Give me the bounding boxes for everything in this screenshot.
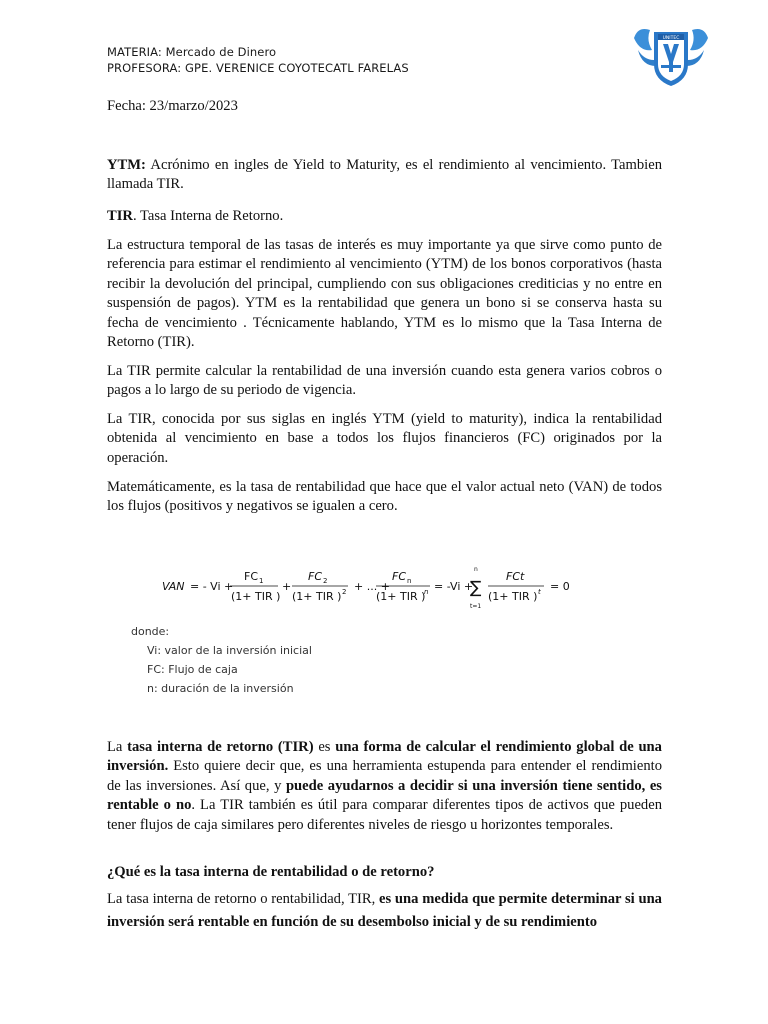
formula-eq1: = - Vi + <box>190 580 234 593</box>
formula-expn: n <box>424 588 429 596</box>
formula-fc1: FC <box>244 570 259 583</box>
formula-subn: n <box>407 577 412 585</box>
text-run: Esto quiere decir que, es una herramienta estupenda para entender el rendimiento de las inversiones. Así que, y <box>107 758 662 794</box>
text-run: . La TIR también es útil para comparar diferentes tipos de activos que pueden tener flujos de caja similares pero diferentes niveles de riesgo u horizontes temporales. <box>107 797 663 833</box>
tir-definition <box>107 207 662 226</box>
section-question <box>107 863 662 882</box>
legend-item: n: duración de la inversión <box>147 682 294 695</box>
subject-line: MATERIA: Mercado de Dinero <box>107 45 277 59</box>
document-date: Fecha: 23/marzo/2023 <box>107 98 238 114</box>
paragraph-2: La TIR permite calcular la rentabilidad de una inversión cuando esta genera varios cobros o pagos a lo largo de su periodo de vigencia. <box>107 363 662 399</box>
legend-title: donde: <box>131 625 170 638</box>
legend-item: Vi: valor de la inversión inicial <box>147 644 312 657</box>
formula-eq2: = -Vi + <box>434 580 474 593</box>
question-heading: ¿Qué es la tasa interna de rentabilidad o de retorno? <box>107 864 435 880</box>
logo-text: UNITEC <box>662 36 680 41</box>
tir-text: . Tasa Interna de Retorno. <box>132 208 284 224</box>
formula-dent: (1+ TIR ) <box>488 590 538 603</box>
paragraph-math <box>107 478 662 517</box>
formula-den1: (1+ TIR ) <box>231 590 281 603</box>
formula-expt: t <box>538 588 541 596</box>
formula-den2: (1+ TIR ) <box>292 590 342 603</box>
document-header <box>107 44 409 76</box>
paragraph-tir-ytm <box>107 410 662 468</box>
paragraph-structure <box>107 236 662 352</box>
formula-fct: FCt <box>506 570 525 583</box>
ytm-term: YTM: <box>107 157 146 173</box>
ytm-text: Acrónimo en ingles de Yield to Maturity, es el rendimiento al vencimiento. Tambien llamada TIR. <box>107 157 662 193</box>
formula-exp2: 2 <box>342 588 347 596</box>
bold-run: puede ayudarnos a decidir si una inversión tiene sentido, es rentable o no <box>107 777 662 814</box>
paragraph-tir-measure <box>107 888 662 934</box>
formula-denn: (1+ TIR ) <box>376 590 426 603</box>
formula-sub1: 1 <box>259 577 264 585</box>
formula-plus: + <box>282 580 292 593</box>
legend-item: FC: Flujo de caja <box>147 663 238 676</box>
formula-van: VAN <box>162 580 185 593</box>
text-run: La tasa interna de retorno o rentabilidad, TIR, <box>107 891 380 907</box>
university-crest-logo <box>630 20 712 88</box>
formula-legend <box>131 622 312 698</box>
ytm-definition <box>107 156 662 195</box>
bold-run: una forma de calcular el rendimiento global de una inversión. <box>107 739 662 775</box>
text-run: es <box>313 739 336 755</box>
tir-term: TIR <box>107 208 133 224</box>
van-formula <box>160 562 580 614</box>
formula-fc2: FC <box>308 570 323 583</box>
teacher-line: PROFESORA: GPE. VERENICE COYOTECATL FARELAS <box>107 61 409 75</box>
paragraph-3: La TIR, conocida por sus siglas en inglés YTM (yield to maturity), indica la rentabilidad obtenida al vencimiento en base a todos los flujos financieros (FC) originados por la operación. <box>107 411 662 466</box>
bold-run: es una medida que permite determinar si una inversión será rentable en función de su desembolso inicial y de su rendimiento <box>107 891 662 930</box>
paragraph-tir-summary <box>107 738 662 835</box>
formula-sum-bottom: t=1 <box>470 603 482 610</box>
formula-dots: + ... + <box>354 580 390 593</box>
sigma-icon: ∑ <box>470 578 482 598</box>
formula-fcn: FC <box>392 570 407 583</box>
text-run: La <box>107 739 128 755</box>
formula-eq3: = 0 <box>550 580 570 593</box>
paragraph-1: La estructura temporal de las tasas de interés es muy importante ya que sirve como punto de referencia para estimar el rendimiento al vencimiento (YTM) de los bonos corporativos (hasta recibir la devolución del principal, cumpliendo con sus obligaciones crediticias y no entre en suspensión de pagos). YTM es la rentabilidad que genera un bono si se conserva hasta su fecha de vencimiento . Técnicamente hablando, YTM es lo mismo que la Tasa Interna de Retorno (TIR). <box>107 237 662 351</box>
paragraph-4: Matemáticamente, es la tasa de rentabilidad que hace que el valor actual neto (VAN) de todos los flujos (positivos y negativos se igualen a cero. <box>107 479 662 515</box>
formula-sum-top: n <box>474 566 478 573</box>
paragraph-tir-calc <box>107 362 662 401</box>
formula-sub2: 2 <box>323 577 328 585</box>
bold-run: tasa interna de retorno (TIR) <box>127 739 314 755</box>
